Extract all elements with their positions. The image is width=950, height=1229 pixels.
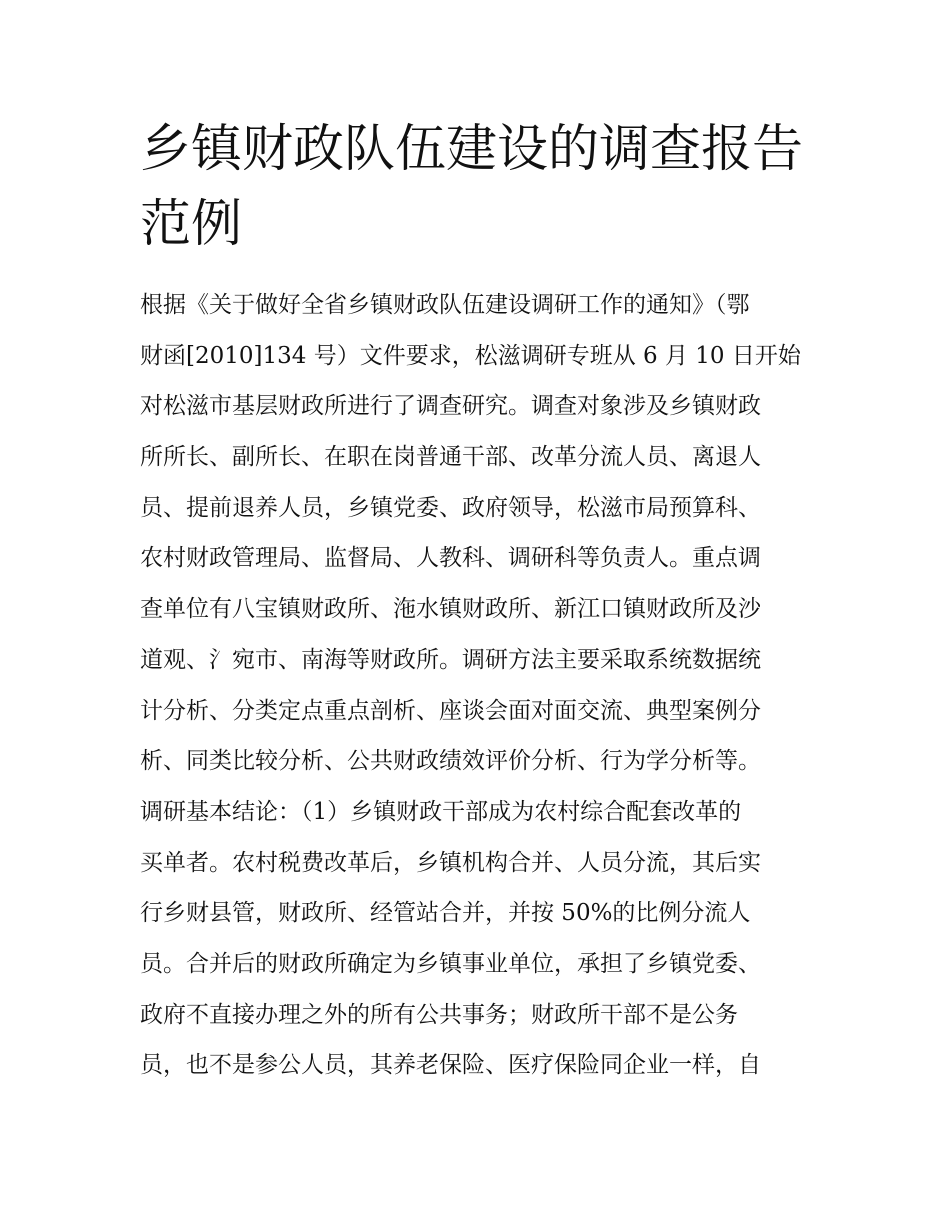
body-line: 政府不直接办理之外的所有公共事务；财政所干部不是公务 [140,1001,738,1028]
body-line: 行乡财县管，财政所、经管站合并，并按 50%的比例分流人 [140,900,751,927]
body-line: 买单者。农村税费改革后，乡镇机构合并、人员分流，其后实 [140,849,761,876]
document-title [140,112,820,262]
body-line: 调研基本结论：（1）乡镇财政干部成为农村综合配套改革的 [140,798,742,825]
body-line: 计分析、分类定点重点剖析、座谈会面对面交流、典型案例分 [140,697,761,724]
body-line: 农村财政管理局、监督局、人教科、调研科等负责人。重点调 [140,545,761,572]
body-line: 员。合并后的财政所确定为乡镇事业单位，承担了乡镇党委、 [140,950,761,977]
body-line: 道观、氵宛市、南海等财政所。调研方法主要采取系统数据统 [140,646,761,673]
body-line: 查单位有八宝镇财政所、沲水镇财政所、新江口镇财政所及沙 [140,596,761,623]
body-line: 析、同类比较分析、公共财政绩效评价分析、行为学分析等。 [140,748,761,775]
title-line-1: 乡镇财政队伍建设的调查报告 [140,120,804,179]
body-line: 员，也不是参公人员，其养老保险、医疗保险同企业一样，自 [140,1052,761,1079]
body-line: 员、提前退养人员，乡镇党委、政府领导，松滋市局预算科、 [140,494,761,521]
document-body [140,280,830,1091]
title-line-2: 范例 [140,195,243,254]
body-line: 财函[2010]134 号）文件要求，松滋调研专班从 6 月 10 日开始 [140,342,801,369]
body-line: 对松滋市基层财政所进行了调查研究。调查对象涉及乡镇财政 [140,393,761,420]
body-line: 所所长、副所长、在职在岗普通干部、改革分流人员、离退人 [140,444,761,471]
body-line: 根据《关于做好全省乡镇财政队伍建设调研工作的通知》（鄂 [140,292,750,318]
